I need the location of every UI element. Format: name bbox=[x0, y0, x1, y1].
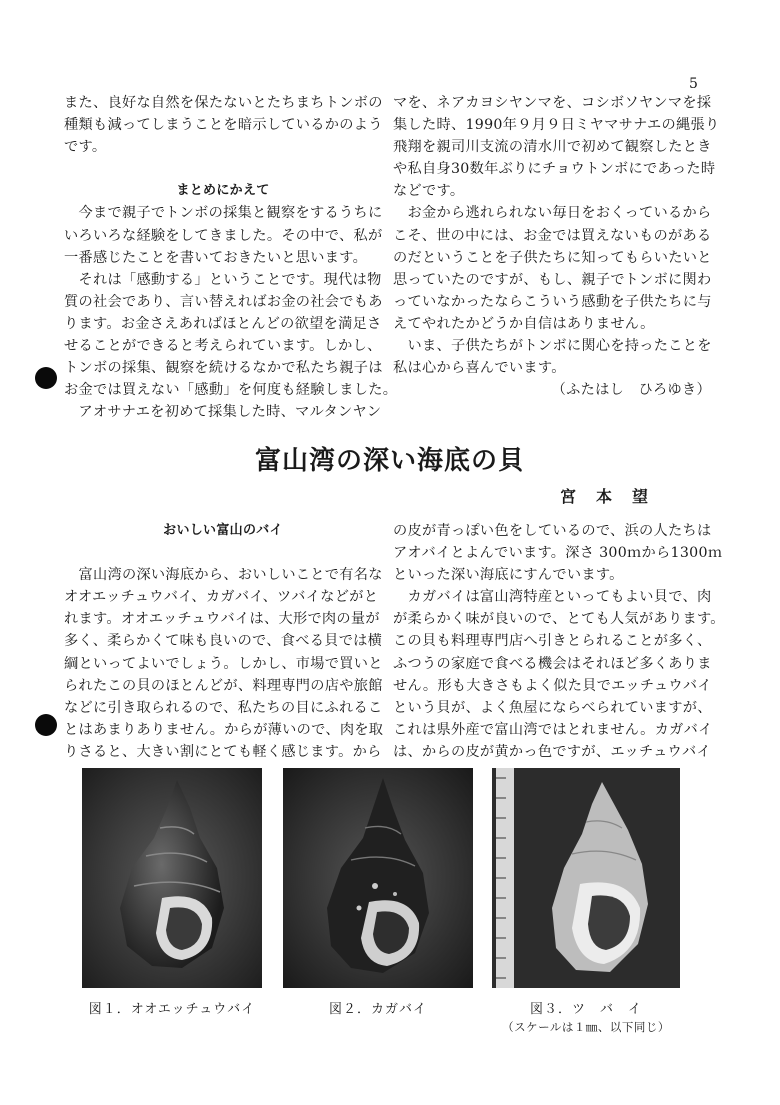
column-2 bbox=[393, 92, 720, 401]
bullet-dot bbox=[35, 714, 57, 736]
text-line: 思っていたのですが、もし、親子でトンボに関わ bbox=[393, 271, 712, 288]
text-line: 今まで親子でトンボの採集と観察をするうちに bbox=[64, 205, 383, 222]
text-line: 私は心から喜んでいます。 bbox=[393, 360, 566, 377]
blank-line bbox=[64, 158, 382, 180]
text-line: これは県外産で富山湾ではとれません。カガバイ bbox=[393, 721, 713, 738]
text-line: オオエッチュウバイ、カガバイ、ツバイなどがと bbox=[64, 589, 379, 606]
text-line: 集した時、1990年９月９日ミヤマサナエの縄張り bbox=[393, 117, 720, 134]
section-heading: まとめにかえて bbox=[176, 183, 270, 199]
author-signature: （ふたはし ひろゆき） bbox=[551, 382, 711, 399]
text-line: 綱といってよいでしょう。しかし、市場で買いと bbox=[64, 655, 383, 672]
text-line: カガバイは富山湾特産といってもよい貝で、肉 bbox=[393, 589, 712, 606]
text-line: 種類も減ってしまうことを暗示しているかのよう bbox=[64, 117, 383, 134]
text-line: といった深い海底にすんでいます。 bbox=[393, 567, 624, 584]
page-number: 5 bbox=[689, 76, 698, 92]
text-line: っていなかったならこういう感動を子供たちに与 bbox=[393, 293, 712, 310]
text-line: 多く、柔らかくて味も良いので、食べる貝では横 bbox=[64, 633, 383, 650]
text-line: こそ、世の中には、お金では買えないものがある bbox=[393, 227, 712, 244]
shell-photo-3 bbox=[492, 768, 680, 988]
article-title: 富山湾の深い海底の貝 bbox=[254, 446, 525, 476]
text-line: という貝が、よく魚屋にならべられていますが、 bbox=[393, 699, 712, 716]
text-line: マを、ネアカヨシヤンマを、コシボソヤンマを採 bbox=[393, 95, 712, 111]
shell-photo-1 bbox=[82, 768, 262, 988]
text-line: のだということを子供たちに知ってもらいたいと bbox=[393, 249, 712, 266]
figure-caption-2: 図２．カガバイ bbox=[328, 1002, 427, 1017]
text-line: えてやれたかどうか自信はありません。 bbox=[393, 315, 655, 332]
figure-caption-3-label: 図３．ツ バ イ bbox=[529, 1002, 642, 1017]
text-line: せん。形も大きさもよく似た貝でエッチュウバイ bbox=[393, 677, 712, 694]
figure-caption-1: 図１．オオエッチュウバイ bbox=[88, 1002, 256, 1017]
text-line: などに引き取られるので、私たちの目にふれるこ bbox=[64, 699, 383, 716]
text-line: アオサナエを初めて採集した時、マルタンヤン bbox=[64, 404, 382, 421]
figure-caption-3 bbox=[480, 998, 692, 1035]
text-line: は、からの皮が黄かっ色ですが、エッチュウバイ bbox=[393, 743, 712, 760]
text-line: が柔らかく味が良いので、とても人気があります。 bbox=[393, 611, 725, 628]
text-line: などです。 bbox=[393, 183, 465, 200]
text-line: や私自身30数年ぶりにチョウトンボにであった時 bbox=[393, 161, 716, 178]
text-line: です。 bbox=[64, 139, 107, 156]
text-line: 一番感じたことを書いておきたいと思います。 bbox=[64, 249, 368, 266]
text-line: いろいろな経験をしてきました。その中で、私が bbox=[64, 227, 383, 244]
text-line: とはあまりありません。からが薄いので、肉を取 bbox=[64, 721, 384, 738]
text-line: れます。オオエッチュウバイは、大形で肉の量が bbox=[64, 611, 380, 628]
text-line: 富山湾の深い海底から、おいしいことで有名な bbox=[64, 567, 383, 584]
column-1 bbox=[64, 92, 398, 423]
shell-photo-2 bbox=[283, 768, 473, 988]
text-line: この貝も料理専門店へ引きとられることが多く、 bbox=[393, 633, 712, 650]
blank-line bbox=[64, 542, 382, 564]
column-3 bbox=[64, 520, 382, 763]
text-line: りさると、大きい割にとても軽く感じます。から bbox=[64, 743, 382, 760]
bullet-dot bbox=[35, 367, 57, 389]
column-4 bbox=[393, 520, 725, 763]
text-line: トンボの採集、観察を続けるなかで私たち親子は bbox=[64, 360, 383, 377]
text-line: ふつうの家庭で食べる機会はそれほど多くありま bbox=[393, 655, 712, 672]
text-line: また、良好な自然を保たないとたちまちトンボの bbox=[64, 95, 383, 111]
text-line: の皮が青っぽい色をしているので、浜の人たちは bbox=[393, 523, 712, 539]
scale-note: （スケールは１㎜、以下同じ） bbox=[502, 1020, 670, 1034]
section-heading: おいしい富山のバイ bbox=[163, 523, 283, 538]
text-line: お金から逃れられない毎日をおくっているから bbox=[393, 205, 712, 222]
text-line: いま、子供たちがトンボに関心を持ったことを bbox=[393, 338, 712, 355]
text-line: られたこの貝のほとんどが、料理専門の店や旅館 bbox=[64, 677, 383, 694]
text-line: ります。お金さえあればほとんどの欲望を満足さ bbox=[64, 315, 382, 332]
text-line: せることができると考えられています。しかし、 bbox=[64, 338, 382, 355]
text-line: それは「感動する」ということです。現代は物 bbox=[64, 271, 382, 288]
text-line: 質の社会であり、言い替えればお金の社会でもあ bbox=[64, 293, 383, 310]
text-line: アオバイとよんでいます。深さ 300ｍから1300ｍ bbox=[393, 545, 723, 562]
text-line: 飛翔を親司川支流の清水川で初めて観察したとき bbox=[393, 139, 712, 156]
article-author: 宮本望 bbox=[560, 487, 669, 506]
text-line: お金では買えない「感動」を何度も経験しました。 bbox=[64, 382, 398, 399]
